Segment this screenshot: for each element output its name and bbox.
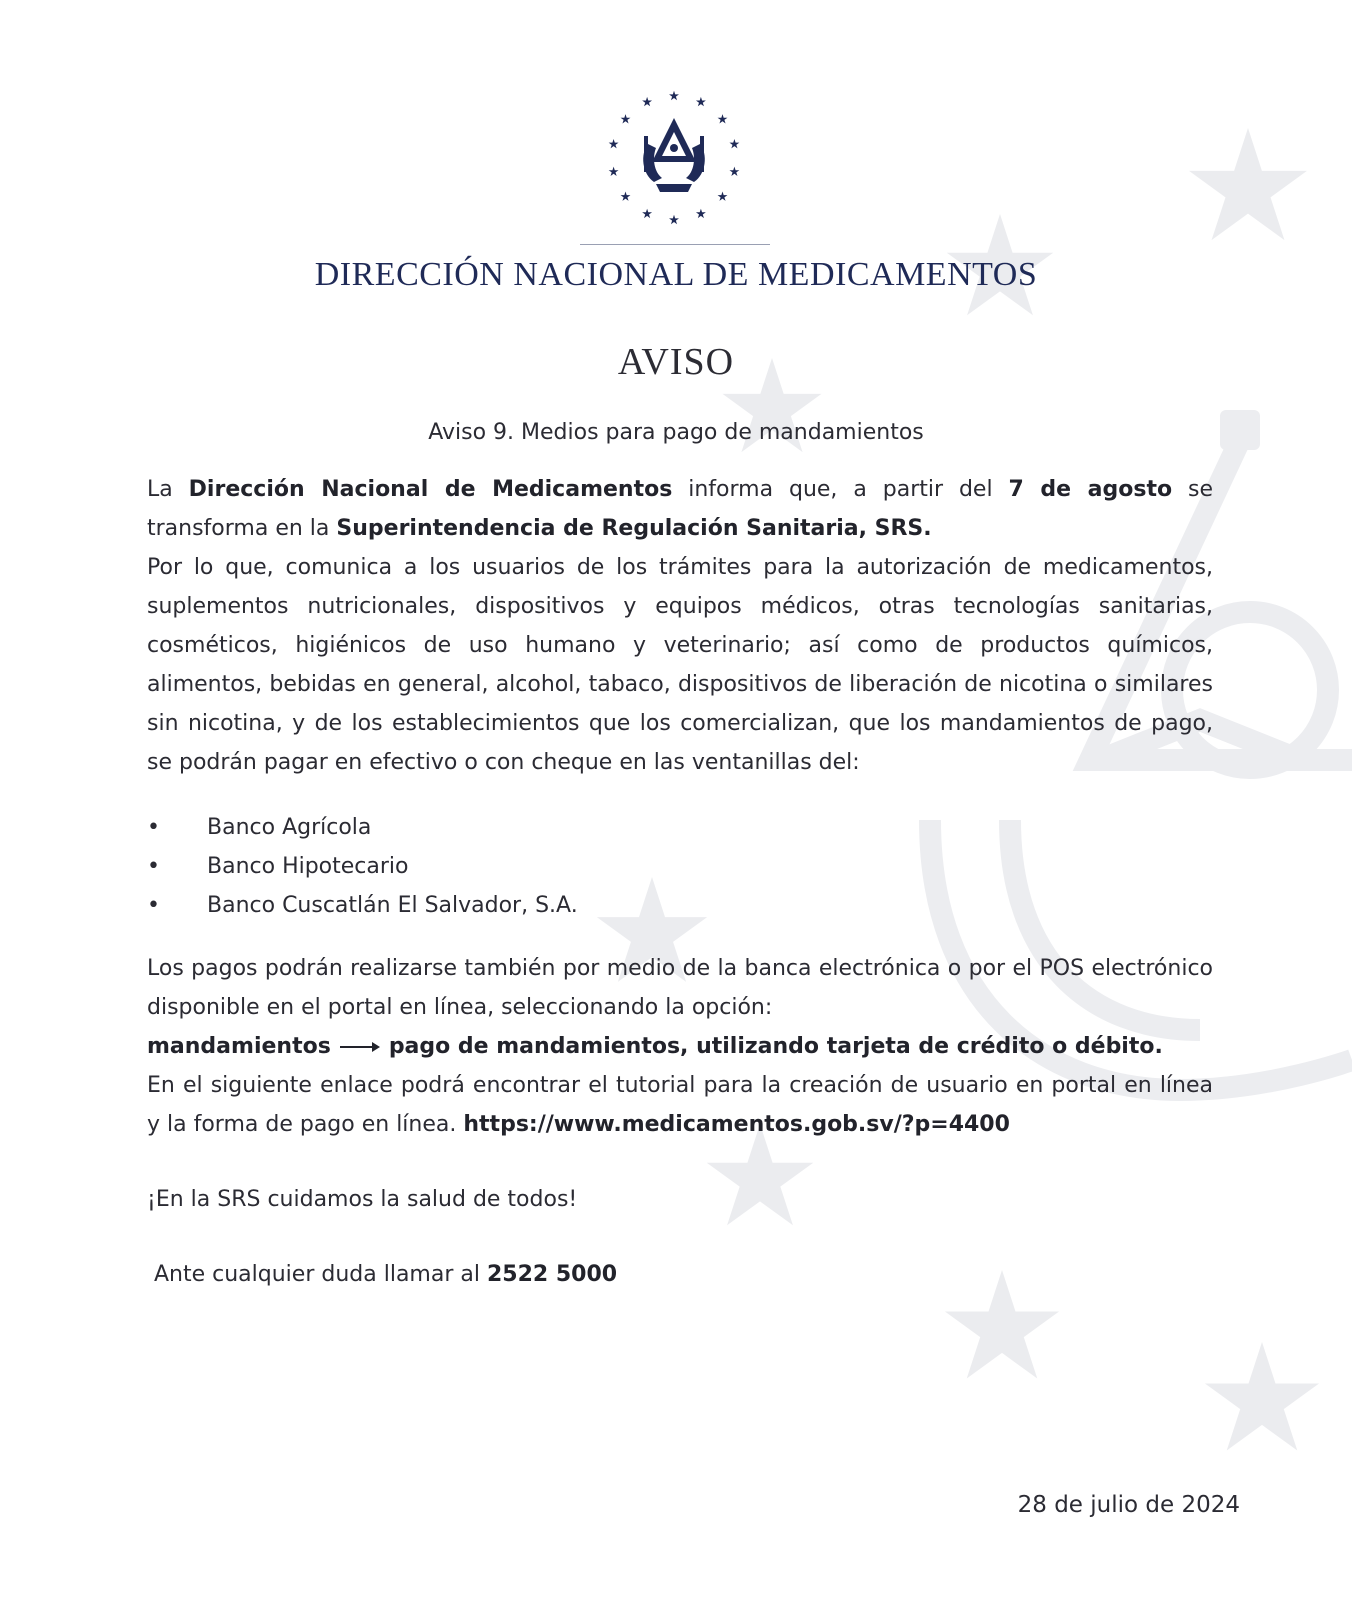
organization-name: DIRECCIÓN NACIONAL DE MEDICAMENTOS [314, 256, 1038, 293]
star-icon [609, 167, 619, 176]
watermark-star-icon [1205, 1342, 1319, 1451]
watermark-star-icon [1189, 128, 1307, 240]
star-icon [621, 192, 631, 201]
users-paragraph: Por lo que, comunica a los usuarios de los trámites para la autorización de medicamentos, suplementos nutricionales, dispositivos y equipos médicos, otras tecnologías sanitarias, cosméticos, higiénicos de uso humano y veterinario; así como de productos químicos, alimentos, bebidas en general, alcohol, tabaco, dispositivos de liberación de nicotina o similares sin nicotina, y de los establecimientos que los comercializan, que los mandamientos de pago, se podrán pagar en efectivo o con cheque en las ventanillas del: [147, 555, 1213, 775]
bank-list [147, 808, 1213, 925]
notice-date: 28 de julio de 2024 [1017, 1492, 1240, 1518]
star-icon [696, 209, 706, 218]
contact-line: Ante cualquier duda llamar al 2522 5000 [147, 1262, 618, 1287]
star-icon [718, 192, 728, 201]
star-icon [729, 167, 739, 176]
star-icon [642, 209, 652, 218]
list-item: • Banco Cuscatlán El Salvador, S.A. [147, 893, 578, 918]
el-salvador-coat-of-arms-icon [604, 88, 744, 228]
right-arrow-icon [338, 1040, 382, 1054]
tutorial-paragraph: En el siguiente enlace podrá encontrar el tutorial para la creación de usuario en portal en línea y la forma de pago en línea. https://www.medicamentos.gob.sv/?p=4400 [147, 1073, 1213, 1137]
intro-paragraph: La Dirección Nacional de Medicamentos informa que, a partir del 7 de agosto se transforma en la Superintendencia de Regulación Sanitaria, SRS. [147, 477, 1213, 541]
star-icon [609, 139, 619, 148]
star-icon [729, 139, 739, 148]
phone-number: 2522 5000 [486, 1262, 618, 1287]
star-icon [621, 114, 631, 123]
menu-path: mandamientos pago de mandamientos, utilizando tarjeta de crédito o débito. [147, 1034, 1163, 1059]
electronic-payment-paragraph: Los pagos podrán realizarse también por medio de la banca electrónica o por el POS electrónico disponible en el portal en línea, seleccionando la opción: [147, 956, 1213, 1020]
slogan: ¡En la SRS cuidamos la salud de todos! [147, 1187, 578, 1212]
star-icon [718, 114, 728, 123]
notice-subtitle: Aviso 9. Medios para pago de mandamientos [428, 420, 924, 445]
notice-body [147, 470, 1213, 1294]
notice-label: AVISO [617, 341, 735, 383]
star-icon [696, 97, 706, 106]
star-icon [669, 215, 679, 224]
star-icon [642, 97, 652, 106]
list-item: • Banco Agrícola [147, 815, 372, 840]
list-item: • Banco Hipotecario [147, 854, 409, 879]
star-icon [669, 91, 679, 100]
divider [580, 244, 770, 245]
tutorial-link[interactable]: https://www.medicamentos.gob.sv/?p=4400 [463, 1112, 1010, 1137]
